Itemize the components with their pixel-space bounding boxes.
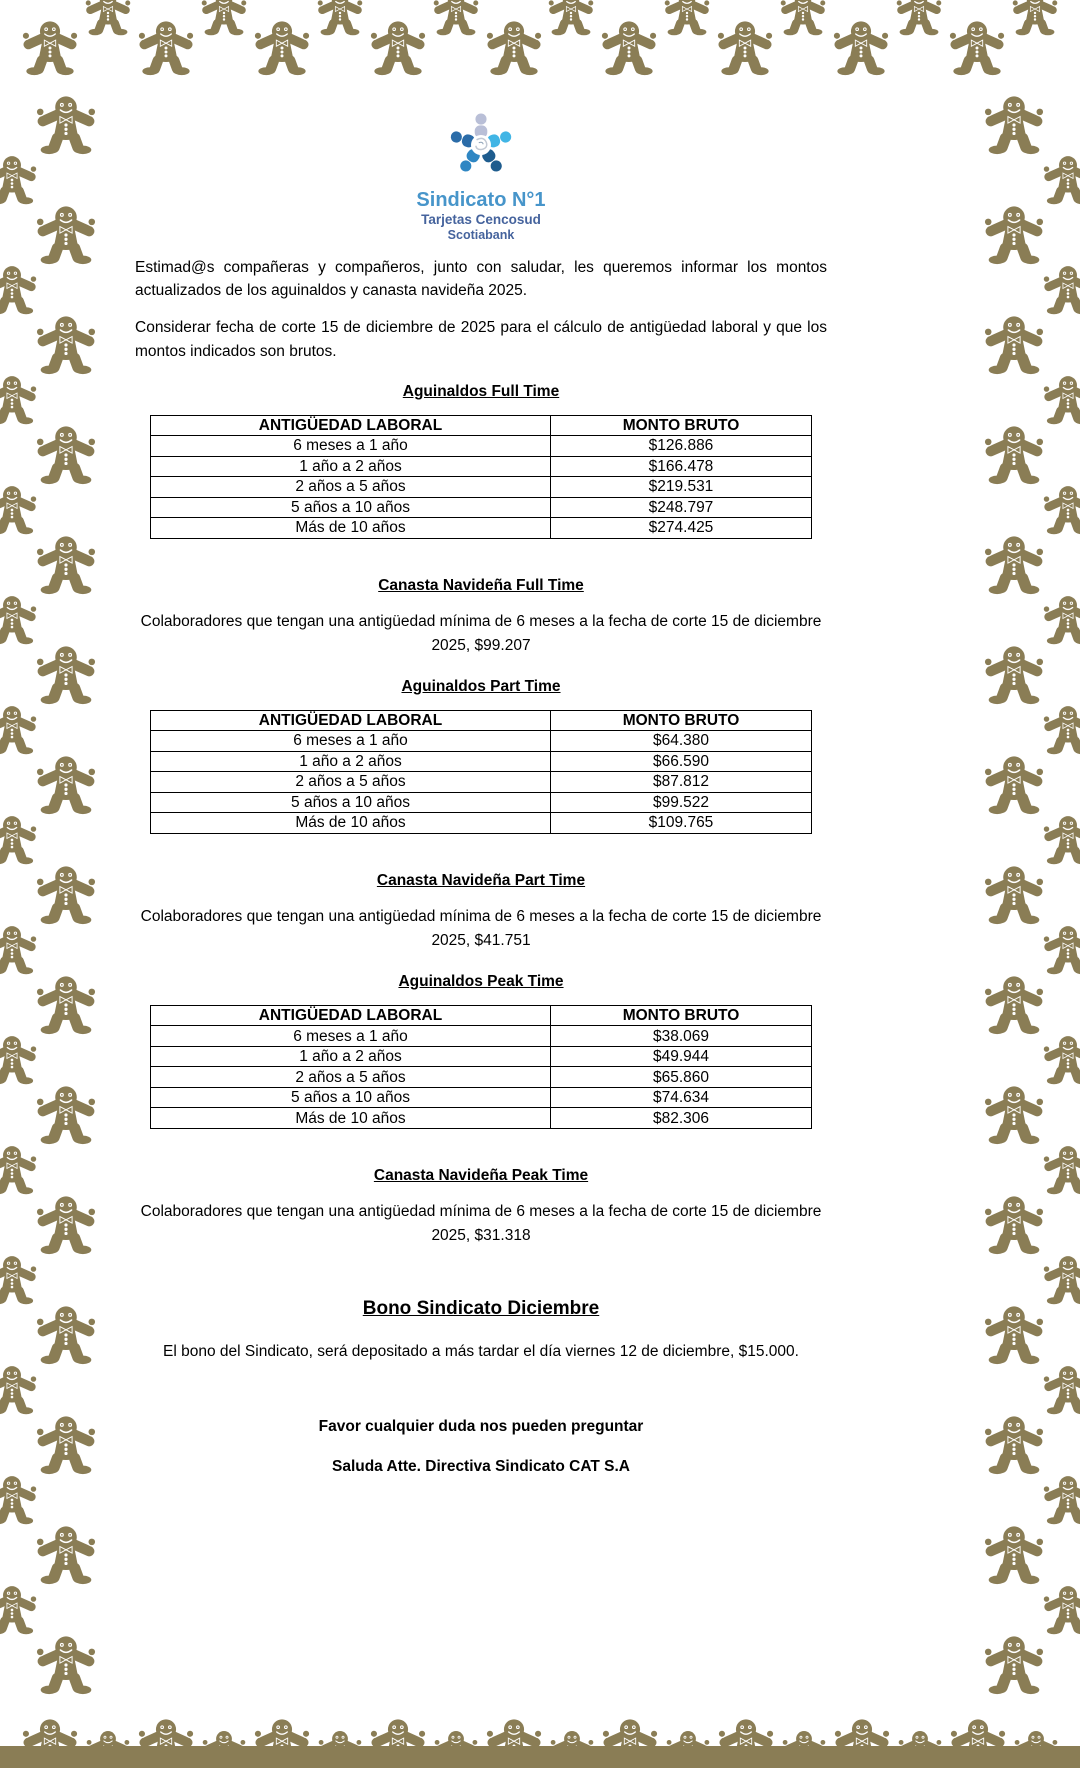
gingerbread-man-icon bbox=[984, 1305, 1044, 1365]
section-aguinaldos-peak-time bbox=[135, 973, 827, 1129]
gingerbread-border-right bbox=[978, 95, 1050, 1673]
gingerbread-man-icon bbox=[1043, 705, 1080, 755]
table-cell: $64.380 bbox=[550, 731, 811, 752]
gingerbread-man-icon bbox=[1043, 1035, 1080, 1085]
gingerbread-man-icon bbox=[949, 20, 1005, 76]
table-cell: $66.590 bbox=[550, 751, 811, 772]
gingerbread-man-icon bbox=[0, 815, 37, 865]
bono-heading: Bono Sindicato Diciembre bbox=[362, 1297, 600, 1319]
gingerbread-man-icon bbox=[1043, 595, 1080, 645]
table-cell: $166.478 bbox=[550, 456, 811, 477]
table-row bbox=[151, 477, 812, 498]
gingerbread-man-icon bbox=[36, 1085, 96, 1145]
section-text: Colaboradores que tengan una antigüedad mínima de 6 meses a la fecha de corte 15 de diciembre 2025, $31.318 bbox=[140, 1202, 822, 1244]
gingerbread-man-icon bbox=[36, 535, 96, 595]
gingerbread-man-icon bbox=[984, 1085, 1044, 1145]
gingerbread-man-icon bbox=[0, 1255, 37, 1305]
gingerbread-man-icon bbox=[0, 1145, 37, 1195]
gingerbread-man-icon bbox=[1043, 1255, 1080, 1305]
table-row bbox=[151, 1067, 812, 1088]
table-cell: 2 años a 5 años bbox=[151, 1067, 551, 1088]
gingerbread-man-icon bbox=[370, 20, 426, 76]
table-cell: 1 año a 2 años bbox=[151, 1046, 551, 1067]
gingerbread-man-icon bbox=[0, 925, 37, 975]
section-heading: Canasta Navideña Peak Time bbox=[373, 1166, 589, 1184]
gingerbread-man-icon bbox=[486, 20, 542, 76]
gingerbread-man-icon bbox=[780, 0, 826, 36]
section-canasta-navidena-peak-time bbox=[135, 1167, 827, 1248]
column-header: ANTIGÜEDAD LABORAL bbox=[151, 710, 551, 731]
table-cell: 6 meses a 1 año bbox=[151, 731, 551, 752]
table-row bbox=[151, 436, 812, 457]
people-circle-logo-icon bbox=[443, 108, 519, 182]
gingerbread-man-icon bbox=[984, 865, 1044, 925]
gingerbread-man-icon bbox=[984, 95, 1044, 155]
gingerbread-man-icon bbox=[0, 705, 37, 755]
column-header: ANTIGÜEDAD LABORAL bbox=[151, 415, 551, 436]
gingerbread-man-icon bbox=[1043, 375, 1080, 425]
gingerbread-man-icon bbox=[1043, 925, 1080, 975]
section-aguinaldos-part-time bbox=[135, 678, 827, 834]
column-header: ANTIGÜEDAD LABORAL bbox=[151, 1005, 551, 1026]
gingerbread-man-icon bbox=[36, 645, 96, 705]
footer-signature-line: Saluda Atte. Directiva Sindicato CAT S.A bbox=[331, 1458, 630, 1476]
gingerbread-man-icon bbox=[1043, 485, 1080, 535]
table-cell: 5 años a 10 años bbox=[151, 1087, 551, 1108]
gingerbread-man-icon bbox=[1043, 265, 1080, 315]
gingerbread-man-icon bbox=[0, 155, 37, 205]
gingerbread-man-icon bbox=[1043, 1585, 1080, 1635]
table-row bbox=[151, 813, 812, 834]
table-cell: 6 meses a 1 año bbox=[151, 436, 551, 457]
gingerbread-man-icon bbox=[36, 1305, 96, 1365]
gingerbread-man-icon bbox=[317, 0, 363, 36]
gingerbread-man-icon bbox=[0, 1585, 37, 1635]
table-cell: $38.069 bbox=[550, 1026, 811, 1047]
gingerbread-man-icon bbox=[36, 1525, 96, 1585]
table-row bbox=[151, 751, 812, 772]
sections-container bbox=[135, 383, 827, 1248]
gingerbread-man-icon bbox=[36, 975, 96, 1035]
table-cell: Más de 10 años bbox=[151, 518, 551, 539]
gingerbread-man-icon bbox=[0, 375, 37, 425]
gingerbread-man-icon bbox=[1043, 1365, 1080, 1415]
table-row bbox=[151, 1087, 812, 1108]
gingerbread-man-icon bbox=[896, 0, 942, 36]
table-cell: 1 año a 2 años bbox=[151, 456, 551, 477]
amounts-table bbox=[150, 710, 812, 834]
gingerbread-man-icon bbox=[984, 755, 1044, 815]
section-heading: Canasta Navideña Full Time bbox=[378, 576, 584, 594]
border-bottom-band bbox=[0, 1746, 1080, 1768]
table-cell: $49.944 bbox=[550, 1046, 811, 1067]
intro-paragraph-1: Estimad@s compañeras y compañeros, junto con saludar, les queremos informar los montos actualizados de los aguinaldos y canasta navideña 2025. bbox=[135, 258, 827, 300]
table-header-row bbox=[151, 710, 812, 731]
logo-title: Sindicato N°1 bbox=[416, 189, 546, 211]
gingerbread-man-icon bbox=[254, 20, 310, 76]
table-cell: $74.634 bbox=[550, 1087, 811, 1108]
gingerbread-man-icon bbox=[36, 425, 96, 485]
table-cell: 2 años a 5 años bbox=[151, 477, 551, 498]
gingerbread-man-icon bbox=[1043, 1145, 1080, 1195]
gingerbread-man-icon bbox=[36, 95, 96, 155]
gingerbread-man-icon bbox=[984, 535, 1044, 595]
gingerbread-man-icon bbox=[36, 1195, 96, 1255]
bono-section bbox=[135, 1298, 827, 1363]
gingerbread-man-icon bbox=[984, 205, 1044, 265]
table-row bbox=[151, 731, 812, 752]
letter-content bbox=[135, 108, 827, 1476]
table-cell: $82.306 bbox=[550, 1108, 811, 1129]
gingerbread-border-top bbox=[22, 20, 1058, 76]
column-header: MONTO BRUTO bbox=[550, 1005, 811, 1026]
amounts-table bbox=[150, 415, 812, 539]
table-cell: 2 años a 5 años bbox=[151, 772, 551, 793]
table-row bbox=[151, 1108, 812, 1129]
gingerbread-man-icon bbox=[22, 20, 78, 76]
table-cell: 5 años a 10 años bbox=[151, 792, 551, 813]
gingerbread-man-icon bbox=[0, 1475, 37, 1525]
gingerbread-border-left bbox=[30, 95, 102, 1673]
gingerbread-man-icon bbox=[984, 645, 1044, 705]
table-cell: Más de 10 años bbox=[151, 1108, 551, 1129]
gingerbread-man-icon bbox=[984, 1525, 1044, 1585]
table-cell: $274.425 bbox=[550, 518, 811, 539]
table-cell: $65.860 bbox=[550, 1067, 811, 1088]
gingerbread-man-icon bbox=[601, 20, 657, 76]
table-row bbox=[151, 497, 812, 518]
gingerbread-man-icon bbox=[0, 485, 37, 535]
section-heading: Canasta Navideña Part Time bbox=[376, 871, 586, 889]
gingerbread-man-icon bbox=[0, 595, 37, 645]
intro-paragraph-2: Considerar fecha de corte 15 de diciembre de 2025 para el cálculo de antigüedad laboral y que los montos indicados son brutos. bbox=[135, 319, 827, 360]
gingerbread-man-icon bbox=[717, 20, 773, 76]
section-canasta-navidena-full-time bbox=[135, 577, 827, 658]
section-text: Colaboradores que tengan una antigüedad mínima de 6 meses a la fecha de corte 15 de diciembre 2025, $41.751 bbox=[140, 907, 822, 949]
gingerbread-man-icon bbox=[36, 205, 96, 265]
logo-subtitle-1: Tarjetas Cencosud bbox=[421, 212, 541, 227]
gingerbread-man-icon bbox=[1043, 815, 1080, 865]
table-cell: Más de 10 años bbox=[151, 813, 551, 834]
gingerbread-man-icon bbox=[984, 975, 1044, 1035]
section-aguinaldos-full-time bbox=[135, 383, 827, 539]
gingerbread-man-icon bbox=[984, 1415, 1044, 1475]
gingerbread-man-icon bbox=[36, 1635, 96, 1695]
gingerbread-man-icon bbox=[0, 1365, 37, 1415]
table-header-row bbox=[151, 1005, 812, 1026]
gingerbread-man-icon bbox=[0, 1035, 37, 1085]
gingerbread-man-icon bbox=[984, 315, 1044, 375]
gingerbread-man-icon bbox=[1012, 0, 1058, 36]
footer-question-line: Favor cualquier duda nos pueden preguntar bbox=[318, 1418, 644, 1436]
bono-text: El bono del Sindicato, será depositado a más tardar el día viernes 12 de diciembre, $15.000. bbox=[163, 1342, 799, 1360]
section-heading: Aguinaldos Part Time bbox=[401, 677, 561, 695]
section-heading: Aguinaldos Peak Time bbox=[398, 972, 564, 990]
section-text: Colaboradores que tengan una antigüedad mínima de 6 meses a la fecha de corte 15 de diciembre 2025, $99.207 bbox=[140, 612, 822, 654]
logo-subtitle-2: Scotiabank bbox=[447, 227, 515, 242]
gingerbread-man-icon bbox=[138, 20, 194, 76]
column-header: MONTO BRUTO bbox=[550, 710, 811, 731]
amounts-table bbox=[150, 1005, 812, 1129]
gingerbread-man-icon bbox=[548, 0, 594, 36]
gingerbread-man-icon bbox=[984, 1635, 1044, 1695]
gingerbread-man-icon bbox=[85, 0, 131, 36]
gingerbread-man-icon bbox=[36, 865, 96, 925]
gingerbread-man-icon bbox=[984, 425, 1044, 485]
gingerbread-man-icon bbox=[1043, 155, 1080, 205]
table-cell: $87.812 bbox=[550, 772, 811, 793]
table-row bbox=[151, 456, 812, 477]
table-cell: $99.522 bbox=[550, 792, 811, 813]
gingerbread-man-icon bbox=[833, 20, 889, 76]
table-row bbox=[151, 772, 812, 793]
gingerbread-man-icon bbox=[433, 0, 479, 36]
section-heading: Aguinaldos Full Time bbox=[402, 382, 560, 400]
table-row bbox=[151, 792, 812, 813]
table-row bbox=[151, 1046, 812, 1067]
table-row bbox=[151, 1026, 812, 1047]
gingerbread-man-icon bbox=[984, 1195, 1044, 1255]
logo bbox=[135, 108, 827, 242]
table-row bbox=[151, 518, 812, 539]
table-cell: $109.765 bbox=[550, 813, 811, 834]
gingerbread-man-icon bbox=[0, 265, 37, 315]
table-cell: 1 año a 2 años bbox=[151, 751, 551, 772]
table-cell: $219.531 bbox=[550, 477, 811, 498]
table-cell: $126.886 bbox=[550, 436, 811, 457]
gingerbread-man-icon bbox=[36, 755, 96, 815]
column-header: MONTO BRUTO bbox=[550, 415, 811, 436]
gingerbread-man-icon bbox=[36, 1415, 96, 1475]
table-header-row bbox=[151, 415, 812, 436]
gingerbread-man-icon bbox=[201, 0, 247, 36]
table-cell: $248.797 bbox=[550, 497, 811, 518]
gingerbread-man-icon bbox=[664, 0, 710, 36]
table-cell: 5 años a 10 años bbox=[151, 497, 551, 518]
gingerbread-man-icon bbox=[36, 315, 96, 375]
section-canasta-navidena-part-time bbox=[135, 872, 827, 953]
table-cell: 6 meses a 1 año bbox=[151, 1026, 551, 1047]
gingerbread-man-icon bbox=[1043, 1475, 1080, 1525]
